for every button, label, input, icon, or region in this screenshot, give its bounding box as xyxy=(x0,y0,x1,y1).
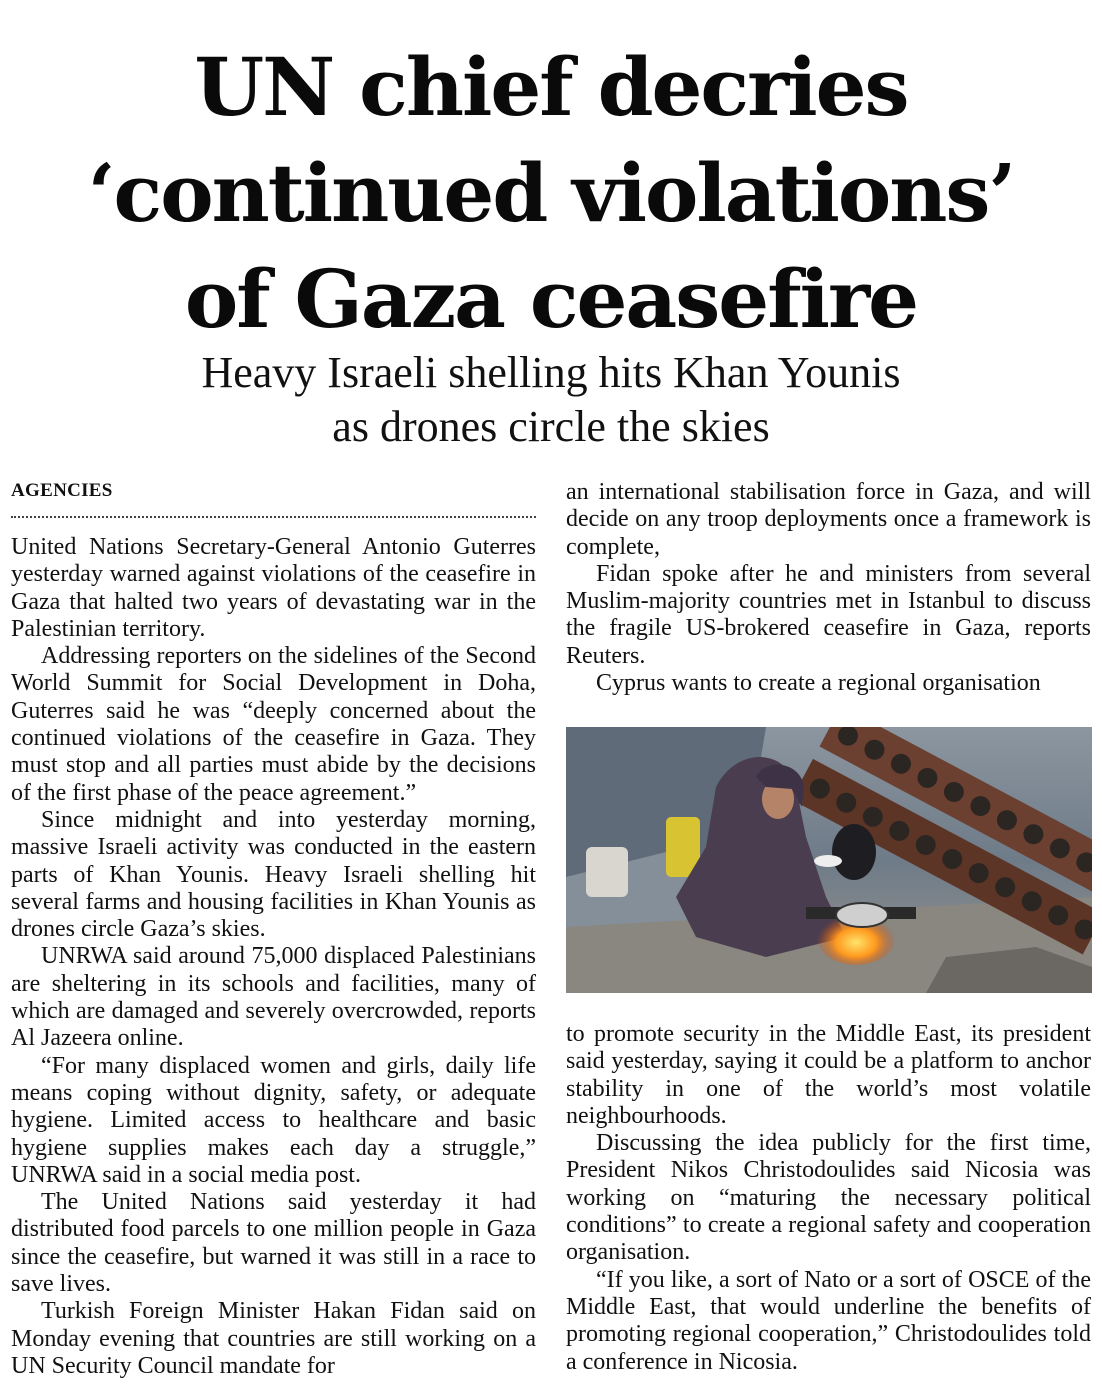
paragraph: Fidan spoke after he and ministers from several Muslim-majority countries met in Istanbul to discuss the fragile US-brokered ceasefire in Gaza, reports Reuters. xyxy=(566,560,1091,669)
byline: AGENCIES xyxy=(11,480,113,501)
paragraph: an international stabilisation force in Gaza, and will decide on any troop deployments once a framework is complete, xyxy=(566,479,1091,560)
subheadline xyxy=(0,346,1102,454)
paragraph: Discussing the idea publicly for the first time, President Nikos Christodoulides said Nicosia was working on “maturing the necessary political conditions” to create a regional safety and cooperation organisation. xyxy=(566,1130,1091,1266)
paragraph: Since midnight and into yesterday morning, massive Israeli activity was conducted in the eastern parts of Khan Younis. Heavy Israeli shelling hit several farms and housing facilities in Khan Younis as drones circle Gaza’s skies. xyxy=(11,806,536,943)
right-column-bottom xyxy=(566,1021,1091,1376)
paragraph: to promote security in the Middle East, its president said yesterday, saying it could be a platform to anchor stability in one of the world’s most volatile neighbourhoods. xyxy=(566,1021,1091,1129)
paragraph: United Nations Secretary-General Antonio Guterres yesterday warned against violations of the ceasefire in Gaza that halted two years of devastating war in the Palestinian territory. xyxy=(11,534,536,642)
headline-line: ‘continued violations’ xyxy=(87,146,1015,240)
paragraph: “If you like, a sort of Nato or a sort of OSCE of the Middle East, that would underline the benefits of promoting regional cooperation,” Christodoulides told a conference in Nicosia. xyxy=(566,1266,1091,1375)
paragraph: “For many displaced women and girls, daily life means coping without dignity, safety, or adequate hygiene. Limited access to healthcare and basic hygiene supplies makes each day a struggle,” UNRWA said in a social media post. xyxy=(11,1052,536,1188)
byline-divider xyxy=(11,516,536,518)
paragraph: Turkish Foreign Minister Hakan Fidan said on Monday evening that countries are still working on a UN Security Council mandate for xyxy=(11,1298,536,1379)
subheadline-line: Heavy Israeli shelling hits Khan Younis xyxy=(201,348,901,397)
paragraph: Cyprus wants to create a regional organisation xyxy=(596,670,1041,697)
left-column xyxy=(11,534,536,1380)
headline-line: UN chief decries xyxy=(194,40,908,134)
headline-line: of Gaza ceasefire xyxy=(184,252,918,346)
paragraph: UNRWA said around 75,000 displaced Palestinians are sheltering in its schools and facilities, many of which are damaged and severely overcrowded, reports Al Jazeera online. xyxy=(11,943,536,1052)
right-column-top xyxy=(566,479,1091,697)
subheadline-line: as drones circle the skies xyxy=(332,402,770,451)
news-photo xyxy=(566,727,1092,993)
paragraph: Addressing reporters on the sidelines of the Second World Summit for Social Development in Doha, Guterres said he was “deeply concerned about the continued violations of the ceasefire in Gaza. They must stop and all parties must abide by the decisions of the first phase of the peace agreement.” xyxy=(11,643,536,806)
headline xyxy=(0,34,1102,352)
paragraph: The United Nations said yesterday it had distributed food parcels to one million people in Gaza since the ceasefire, but warned it was still in a race to save lives. xyxy=(11,1189,536,1298)
photo-illustration xyxy=(566,727,1092,993)
